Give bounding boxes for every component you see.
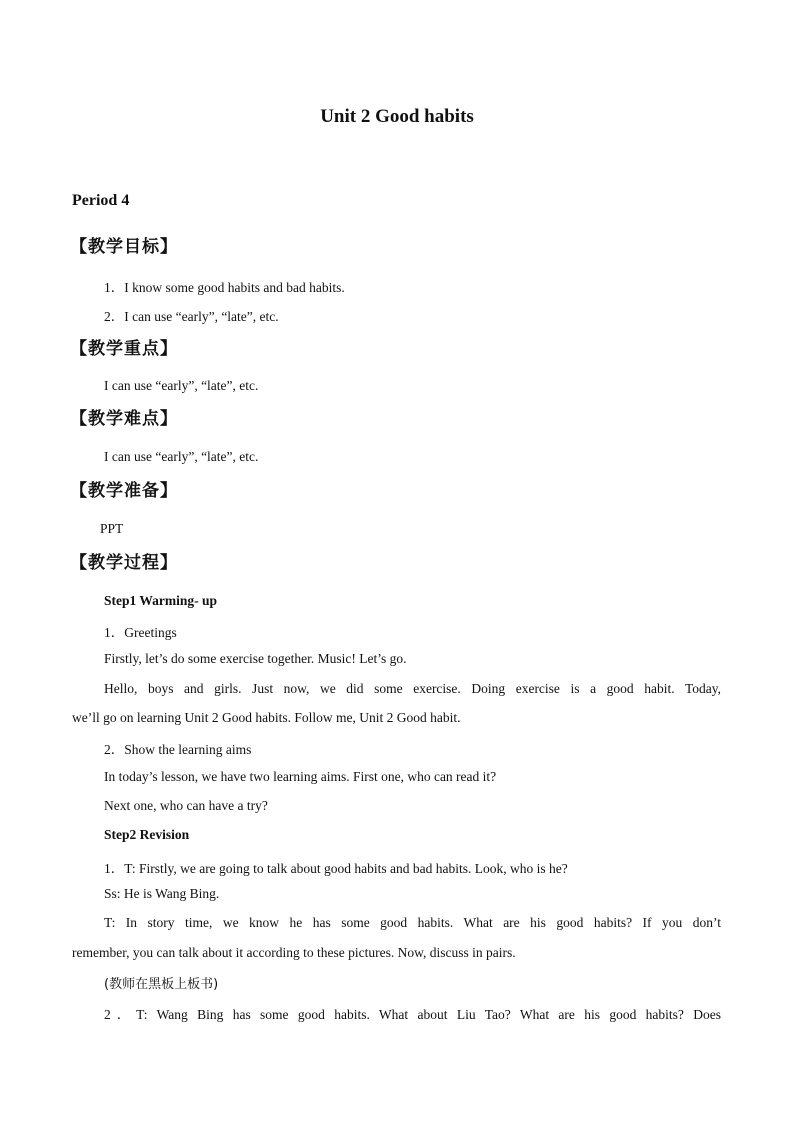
paragraph: 1．Greetings [104,625,177,640]
paragraph: 2．T: Wang Bing has some good habits. What about Liu Tao? What are his good habits? Does [104,1007,721,1022]
paragraph: 1．T: Firstly, we are going to talk about good habits and bad habits. Look, who is he? [104,861,568,876]
teacher-note: (教师在黑板上板书) [104,977,219,992]
preparation-text: PPT [100,521,124,536]
paragraph: Firstly, let’s do some exercise together. Music! Let’s go. [104,651,407,666]
paragraph: Ss: He is Wang Bing. [104,886,220,901]
section-objectives-heading: 【教学目标】 [70,237,178,257]
section-preparation-heading: 【教学准备】 [70,481,178,501]
step1-heading: Step1 Warming- up [104,593,218,608]
difficulties-text: I can use “early”, “late”, etc. [104,449,259,464]
document-title: Unit 2 Good habits [320,106,474,127]
section-process-heading: 【教学过程】 [70,553,178,573]
period-heading: Period 4 [72,192,130,209]
paragraph: T: In story time, we know he has some good habits. What are his good habits? If you don’t [104,915,721,930]
paragraph: Hello, boys and girls. Just now, we did some exercise. Doing exercise is a good habit. Today, [104,681,721,696]
objective-item: 2．I can use “early”, “late”, etc. [104,309,279,324]
objective-item: 1．I know some good habits and bad habits. [104,280,345,295]
paragraph: Next one, who can have a try? [104,798,268,813]
step2-heading: Step2 Revision [104,827,190,842]
paragraph: we’ll go on learning Unit 2 Good habits. Follow me, Unit 2 Good habit. [72,710,461,725]
key-points-text: I can use “early”, “late”, etc. [104,378,259,393]
paragraph: remember, you can talk about it according to these pictures. Now, discuss in pairs. [72,945,516,960]
paragraph: In today’s lesson, we have two learning aims. First one, who can read it? [104,769,497,784]
section-difficulties-heading: 【教学难点】 [70,409,178,429]
section-key-points-heading: 【教学重点】 [70,339,178,359]
paragraph: 2．Show the learning aims [104,742,252,757]
